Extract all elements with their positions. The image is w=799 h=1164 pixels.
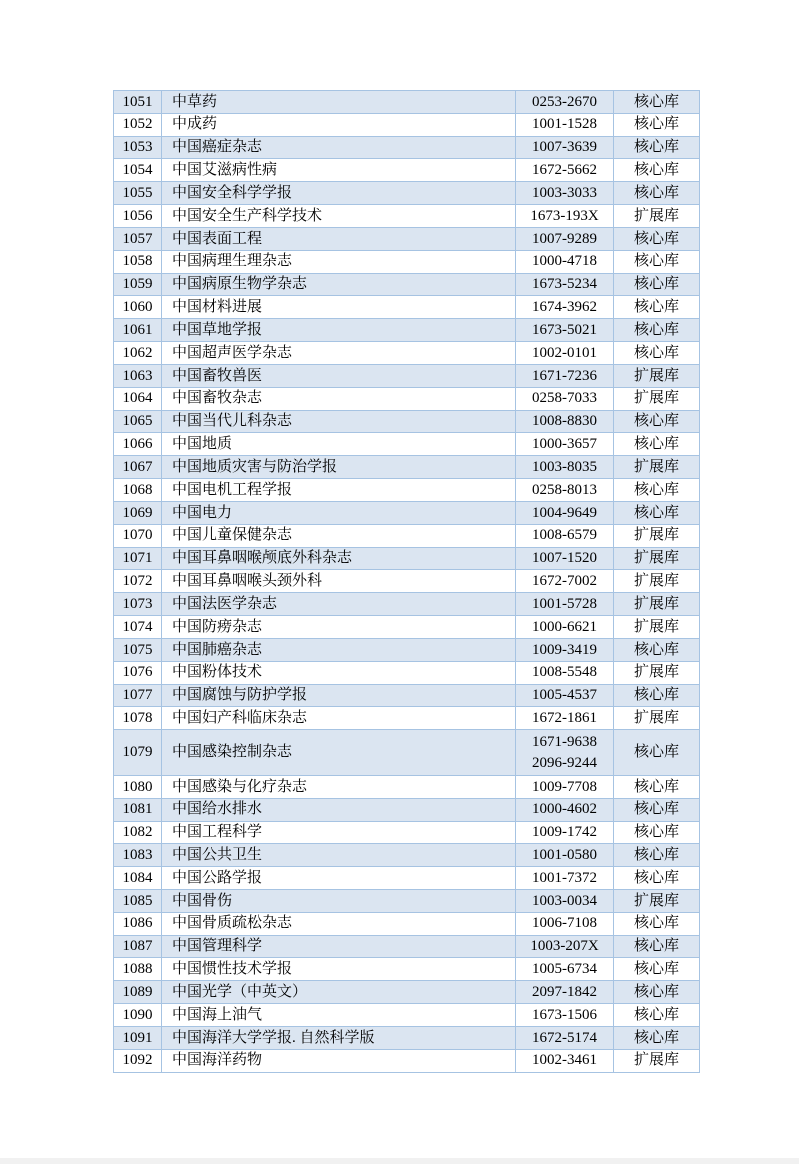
issn-value: 1007-3639 [532,139,597,156]
table-row [114,411,700,434]
table-row [114,548,700,571]
issn-value: 1671-7236 [532,367,597,384]
journal-issn [516,1027,614,1050]
issn-value: 1001-7372 [532,869,597,886]
journal-number: 1082 [114,822,162,845]
journal-issn [516,388,614,411]
journal-number: 1067 [114,456,162,479]
journal-category: 核心库 [614,730,700,776]
journal-category: 核心库 [614,91,700,114]
journal-category: 核心库 [614,137,700,160]
journal-issn [516,570,614,593]
journal-name: 中国安全科学学报 [162,182,516,205]
table-row [114,1050,700,1073]
journal-category: 核心库 [614,913,700,936]
journal-category: 核心库 [614,251,700,274]
issn-value: 1673-5234 [532,276,597,293]
journal-name: 中国惯性技术学报 [162,958,516,981]
issn-value: 1674-3962 [532,299,597,316]
table-row [114,502,700,525]
journal-category: 扩展库 [614,570,700,593]
journal-number: 1058 [114,251,162,274]
journal-name: 中国海洋药物 [162,1050,516,1073]
issn-value: 1673-1506 [532,1006,597,1023]
journal-name: 中国粉体技术 [162,662,516,685]
journal-number: 1061 [114,319,162,342]
journal-category: 核心库 [614,958,700,981]
journal-number: 1069 [114,502,162,525]
journal-category: 核心库 [614,502,700,525]
table-row [114,616,700,639]
table-row [114,159,700,182]
journal-category: 核心库 [614,433,700,456]
issn-value: 1672-5174 [532,1029,597,1046]
journal-name: 中国耳鼻咽喉颅底外科杂志 [162,548,516,571]
journal-name: 中国超声医学杂志 [162,342,516,365]
journal-number: 1086 [114,913,162,936]
journal-number: 1072 [114,570,162,593]
journal-name: 中国防痨杂志 [162,616,516,639]
journal-issn [516,479,614,502]
table-row [114,981,700,1004]
issn-value: 1672-5662 [532,162,597,179]
journal-category: 核心库 [614,639,700,662]
journal-issn [516,411,614,434]
issn-value: 1000-3657 [532,436,597,453]
journal-name: 中国地质 [162,433,516,456]
journal-issn [516,593,614,616]
journal-name: 中国海洋大学学报. 自然科学版 [162,1027,516,1050]
journal-issn [516,296,614,319]
journal-number: 1088 [114,958,162,981]
journal-number: 1064 [114,388,162,411]
journal-category: 核心库 [614,981,700,1004]
table-row [114,456,700,479]
table-row [114,844,700,867]
journal-issn [516,776,614,799]
journal-issn [516,228,614,251]
journal-number: 1062 [114,342,162,365]
journal-name: 中国地质灾害与防治学报 [162,456,516,479]
table-row [114,890,700,913]
journal-category: 扩展库 [614,365,700,388]
table-row [114,137,700,160]
journal-category: 扩展库 [614,205,700,228]
table-row [114,205,700,228]
journal-name: 中国法医学杂志 [162,593,516,616]
table-row [114,296,700,319]
journal-name: 中国草地学报 [162,319,516,342]
journal-category: 核心库 [614,822,700,845]
issn-value: 1008-5548 [532,664,597,681]
table-row [114,251,700,274]
table-row [114,958,700,981]
table-row [114,433,700,456]
issn-value: 1008-8830 [532,413,597,430]
journal-category: 核心库 [614,479,700,502]
issn-value: 1000-6621 [532,618,597,635]
journal-name: 中国工程科学 [162,822,516,845]
issn-value: 1004-9649 [532,504,597,521]
table-row [114,570,700,593]
issn-value: 1673-5021 [532,321,597,338]
table-row [114,479,700,502]
journal-name: 中国腐蚀与防护学报 [162,685,516,708]
journal-issn [516,1004,614,1027]
journal-number: 1070 [114,525,162,548]
journal-name: 中国感染控制杂志 [162,730,516,776]
journal-category: 核心库 [614,936,700,959]
journal-category: 扩展库 [614,707,700,730]
journal-issn [516,936,614,959]
journal-name: 中国当代儿科杂志 [162,411,516,434]
table-row [114,1004,700,1027]
journal-issn [516,205,614,228]
journal-name: 中国公共卫生 [162,844,516,867]
journal-name: 中国妇产科临床杂志 [162,707,516,730]
journal-name: 中国材料进展 [162,296,516,319]
journal-name: 中国电力 [162,502,516,525]
journal-category: 核心库 [614,799,700,822]
journal-issn [516,616,614,639]
journal-number: 1079 [114,730,162,776]
journal-name: 中国病理生理杂志 [162,251,516,274]
issn-value: 1000-4718 [532,253,597,270]
journal-issn [516,319,614,342]
journal-issn [516,890,614,913]
issn-value: 0258-8013 [532,481,597,498]
issn-value: 1003-0034 [532,892,597,909]
journal-number: 1066 [114,433,162,456]
issn-value: 1672-7002 [532,573,597,590]
table-row [114,822,700,845]
journal-issn [516,502,614,525]
table-row [114,274,700,297]
journal-name: 中国管理科学 [162,936,516,959]
journal-name: 中国艾滋病性病 [162,159,516,182]
journal-table-body [114,91,700,1073]
journal-number: 1078 [114,707,162,730]
issn-value: 1007-9289 [532,230,597,247]
journal-number: 1080 [114,776,162,799]
journal-category: 核心库 [614,182,700,205]
journal-number: 1092 [114,1050,162,1073]
table-row [114,319,700,342]
journal-category: 扩展库 [614,616,700,639]
journal-category: 扩展库 [614,525,700,548]
journal-category: 扩展库 [614,593,700,616]
journal-number: 1081 [114,799,162,822]
issn-value: 1000-4602 [532,801,597,818]
journal-issn [516,525,614,548]
table-row [114,776,700,799]
journal-category: 核心库 [614,114,700,137]
table-row [114,730,700,776]
issn-value: 1006-7108 [532,915,597,932]
journal-category: 核心库 [614,342,700,365]
journal-category: 核心库 [614,844,700,867]
journal-name: 中国给水排水 [162,799,516,822]
journal-number: 1083 [114,844,162,867]
journal-category: 核心库 [614,776,700,799]
journal-number: 1090 [114,1004,162,1027]
journal-number: 1073 [114,593,162,616]
issn-value: 2097-1842 [532,983,597,1000]
journal-issn [516,433,614,456]
journal-name: 中国光学（中英文） [162,981,516,1004]
table-row [114,936,700,959]
journal-issn [516,159,614,182]
journal-number: 1074 [114,616,162,639]
journal-category: 扩展库 [614,548,700,571]
journal-category: 核心库 [614,319,700,342]
table-row [114,867,700,890]
journal-issn [516,365,614,388]
journal-name: 中国畜牧杂志 [162,388,516,411]
issn-value: 1002-0101 [532,344,597,361]
issn-value: 1003-8035 [532,458,597,475]
journal-category: 核心库 [614,274,700,297]
journal-name: 中国安全生产科学技术 [162,205,516,228]
table-row [114,662,700,685]
journal-number: 1068 [114,479,162,502]
journal-issn [516,548,614,571]
journal-number: 1053 [114,137,162,160]
table-row [114,525,700,548]
page-bottom-edge [0,1158,799,1164]
journal-category: 扩展库 [614,662,700,685]
journal-number: 1057 [114,228,162,251]
issn-value: 1008-6579 [532,527,597,544]
journal-name: 中草药 [162,91,516,114]
table-row [114,182,700,205]
journal-issn [516,730,614,776]
issn-value: 1005-6734 [532,961,597,978]
journal-name: 中国海上油气 [162,1004,516,1027]
journal-table [113,90,700,1073]
journal-name: 中国病原生物学杂志 [162,274,516,297]
table-row [114,228,700,251]
issn-value: 1003-3033 [532,184,597,201]
table-row [114,91,700,114]
issn-value: 1007-1520 [532,550,597,567]
journal-number: 1059 [114,274,162,297]
journal-issn [516,639,614,662]
journal-category: 核心库 [614,411,700,434]
journal-number: 1089 [114,981,162,1004]
table-row [114,593,700,616]
journal-issn [516,137,614,160]
journal-name: 中国耳鼻咽喉头颈外科 [162,570,516,593]
journal-category: 核心库 [614,296,700,319]
journal-number: 1091 [114,1027,162,1050]
journal-number: 1075 [114,639,162,662]
issn-value: 0258-7033 [532,390,597,407]
journal-number: 1051 [114,91,162,114]
journal-issn [516,182,614,205]
journal-number: 1087 [114,936,162,959]
journal-name: 中国公路学报 [162,867,516,890]
issn-value: 1009-3419 [532,641,597,658]
journal-number: 1076 [114,662,162,685]
journal-issn [516,1050,614,1073]
journal-category: 核心库 [614,867,700,890]
journal-category: 扩展库 [614,388,700,411]
journal-issn [516,707,614,730]
journal-number: 1085 [114,890,162,913]
journal-issn [516,342,614,365]
journal-category: 扩展库 [614,890,700,913]
journal-number: 1065 [114,411,162,434]
table-row [114,685,700,708]
issn-value: 1001-1528 [532,116,597,133]
journal-name: 中国儿童保健杂志 [162,525,516,548]
journal-issn [516,844,614,867]
journal-issn [516,685,614,708]
issn-value: 1001-0580 [532,847,597,863]
journal-number: 1055 [114,182,162,205]
table-row [114,707,700,730]
table-row [114,365,700,388]
journal-issn [516,91,614,114]
journal-category: 核心库 [614,1004,700,1027]
issn-value: 1009-7708 [532,778,597,795]
journal-number: 1063 [114,365,162,388]
journal-name: 中国癌症杂志 [162,137,516,160]
table-row [114,639,700,662]
journal-issn [516,822,614,845]
journal-name: 中国电机工程学报 [162,479,516,502]
table-row [114,388,700,411]
table-row [114,913,700,936]
journal-number: 1052 [114,114,162,137]
journal-category: 核心库 [614,159,700,182]
journal-issn [516,274,614,297]
issn-value: 1672-1861 [532,710,597,727]
table-row [114,1027,700,1050]
issn-value: 2096-9244 [532,754,597,771]
journal-issn [516,958,614,981]
journal-issn [516,662,614,685]
journal-issn [516,867,614,890]
journal-name: 中国骨伤 [162,890,516,913]
journal-number: 1060 [114,296,162,319]
journal-category: 扩展库 [614,1050,700,1073]
journal-name: 中国感染与化疗杂志 [162,776,516,799]
table-row [114,342,700,365]
issn-value: 1005-4537 [532,687,597,704]
journal-name: 中国骨质疏松杂志 [162,913,516,936]
issn-value: 1673-193X [530,207,599,224]
journal-name: 中国表面工程 [162,228,516,251]
journal-issn [516,456,614,479]
journal-number: 1084 [114,867,162,890]
table-row [114,114,700,137]
table-row [114,799,700,822]
journal-category: 扩展库 [614,456,700,479]
journal-number: 1056 [114,205,162,228]
journal-number: 1071 [114,548,162,571]
journal-category: 核心库 [614,685,700,708]
journal-category: 核心库 [614,228,700,251]
journal-name: 中国畜牧兽医 [162,365,516,388]
journal-issn [516,913,614,936]
journal-number: 1077 [114,685,162,708]
issn-value: 1009-1742 [532,824,597,841]
journal-number: 1054 [114,159,162,182]
journal-name: 中国肺癌杂志 [162,639,516,662]
journal-issn [516,981,614,1004]
journal-issn [516,251,614,274]
journal-category: 核心库 [614,1027,700,1050]
issn-value: 1003-207X [530,938,599,955]
issn-value: 0253-2670 [532,93,597,110]
issn-value: 1001-5728 [532,595,597,612]
journal-name: 中成药 [162,114,516,137]
journal-issn [516,114,614,137]
journal-issn [516,799,614,822]
issn-value: 1671-9638 [532,734,597,751]
issn-value: 1002-3461 [532,1052,597,1069]
